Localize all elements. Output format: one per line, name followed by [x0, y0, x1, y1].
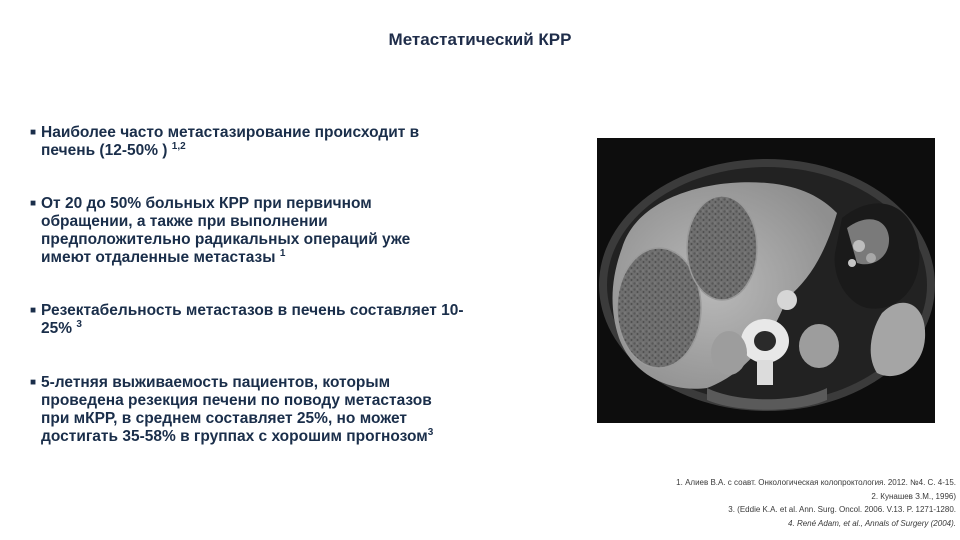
square-bullet-icon: ■ — [30, 198, 37, 209]
square-bullet-icon: ■ — [30, 127, 37, 138]
bullet-item — [30, 124, 575, 160]
bullet-text: Резектабельность метастазов в печень составляет 10- 25% $^3$ — [41, 302, 464, 337]
bullet-text: От 20 до 50% больных КРР при первичном обращении, а также при выполнении предположительно радикальных операций уже имеют отдаленные метастазы $^1$ — [41, 195, 411, 266]
slide-title: Метастатический КРР — [388, 30, 572, 49]
bullet-text: 5-летняя выживаемость пациентов, которым проведена резекция печени по поводу метастазов при мКРР, в среднем составляет 25%, но может достигать 35-58% в группах с хорошим прогнозом$^3$ — [41, 374, 434, 445]
bullet-text: Наиболее часто метастазирование происходит в печень (12-50% ) $^{1,2}$ — [41, 124, 420, 159]
reference-item: 3. (Eddie K.A. et al. Ann. Surg. Oncol. 2006. V.13. P. 1271-1280. — [728, 505, 956, 514]
reference-item: 4. René Adam, et al., Annals of Surgery (2004). — [788, 518, 956, 528]
footnote-ref: 1 — [279, 247, 286, 259]
bullet-item — [30, 374, 575, 446]
ct-scan-image — [597, 138, 935, 423]
footnote-ref: 3 — [427, 426, 434, 438]
footnote-ref: 3 — [76, 318, 82, 330]
reference-item: 1. Алиев В.А. с соавт. Онкологическая колопроктология. 2012. №4. С. 4-15. — [676, 478, 956, 487]
square-bullet-icon: ■ — [30, 377, 37, 388]
bullet-item — [30, 195, 575, 267]
footnote-ref: 1,2 — [171, 140, 186, 152]
ct-scan-icon — [597, 138, 935, 423]
reference-item: 2. Кунашев З.М., 1996) — [871, 491, 956, 501]
references — [536, 476, 956, 530]
square-bullet-icon: ■ — [30, 305, 37, 316]
bullet-item — [30, 302, 575, 338]
